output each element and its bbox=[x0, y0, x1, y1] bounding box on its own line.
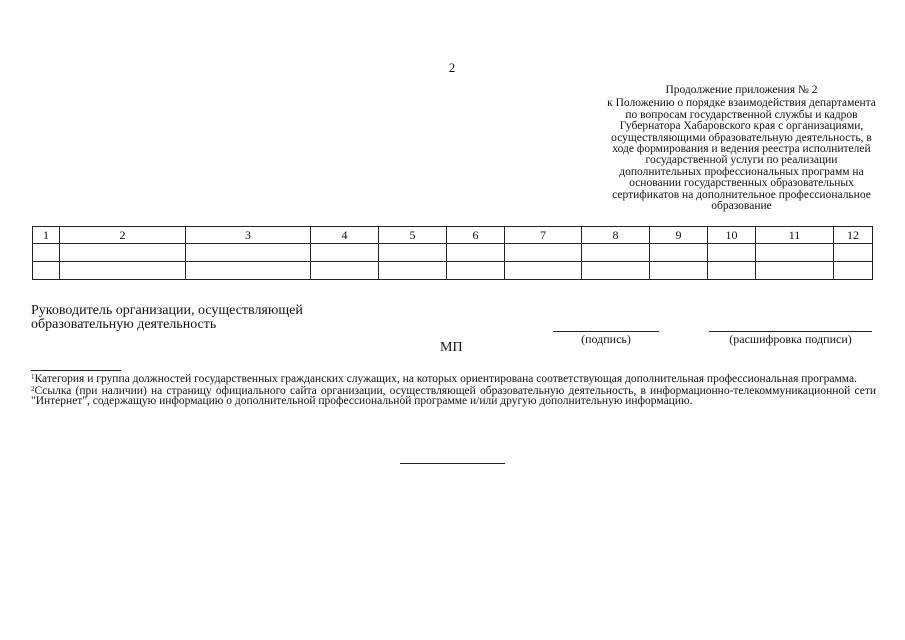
table-cell bbox=[311, 262, 379, 280]
column-header: 12 bbox=[834, 227, 873, 244]
table-row bbox=[33, 244, 873, 262]
column-header: 7 bbox=[505, 227, 582, 244]
footnote-text: Ссылка (при наличии) на страницу официального сайта организации, осуществляющей образовательную деятельность, в информационно-телекоммуникационной сети "Интернет", содержащую информацию о дополнительной профессиональной программе и/или другую дополнительную информацию. bbox=[31, 384, 876, 407]
footnote-divider bbox=[31, 370, 121, 371]
table-cell bbox=[708, 262, 756, 280]
column-header: 10 bbox=[708, 227, 756, 244]
table-cell bbox=[311, 244, 379, 262]
table-cell bbox=[447, 262, 505, 280]
table-cell bbox=[33, 262, 60, 280]
table-cell bbox=[708, 244, 756, 262]
table-cell bbox=[582, 244, 650, 262]
annex-title: Продолжение приложения № 2 bbox=[665, 84, 818, 96]
table-cell bbox=[60, 262, 186, 280]
table-cell bbox=[756, 262, 834, 280]
column-header: 6 bbox=[447, 227, 505, 244]
table-cell bbox=[60, 244, 186, 262]
footnote-text: Категория и группа должностей государственных гражданских служащих, на которых ориентирована соответствующая дополнительная профессиональная программа. bbox=[34, 373, 857, 385]
table-cell bbox=[505, 262, 582, 280]
table-cell bbox=[582, 262, 650, 280]
footnotes bbox=[31, 374, 876, 408]
table-cell bbox=[834, 262, 873, 280]
footnote bbox=[31, 386, 876, 407]
table-cell bbox=[186, 244, 311, 262]
annex-text: к Положению о порядке взаимодействия департамента по вопросам государственной службы и кадров Губернатора Хабаровского края с организациями, осуществляющими образовательную деятельность, в ходе формирования и ведения реестра исполнителей государственной услуги по реализации дополнительных профессиональных программ на основании государственных образовательных сертификатов на дополнительное профессиональное образование bbox=[607, 97, 876, 213]
table-cell bbox=[379, 262, 447, 280]
table-cell bbox=[650, 262, 708, 280]
table-cell bbox=[834, 244, 873, 262]
column-header: 2 bbox=[60, 227, 186, 244]
footnote bbox=[31, 374, 876, 385]
table-cell bbox=[756, 244, 834, 262]
table-row bbox=[33, 262, 873, 280]
table-cell bbox=[650, 244, 708, 262]
table-header-row bbox=[33, 227, 873, 244]
head-of-organization-label bbox=[31, 304, 303, 332]
page-number: 2 bbox=[448, 60, 456, 75]
column-header: 11 bbox=[756, 227, 834, 244]
head-label-line: образовательную деятельность bbox=[31, 317, 217, 332]
signature-caption: (подпись) bbox=[581, 332, 631, 346]
column-header: 5 bbox=[379, 227, 447, 244]
footnote-mark: 2 bbox=[31, 384, 35, 393]
column-header: 3 bbox=[186, 227, 311, 244]
table-cell bbox=[33, 244, 60, 262]
column-header: 4 bbox=[311, 227, 379, 244]
name-caption: (расшифровка подписи) bbox=[729, 332, 852, 346]
stamp-mark: МП bbox=[440, 340, 463, 355]
column-header: 9 bbox=[650, 227, 708, 244]
register-table bbox=[32, 226, 873, 280]
annex-header bbox=[605, 85, 878, 212]
column-header: 1 bbox=[33, 227, 60, 244]
end-divider bbox=[400, 463, 505, 464]
table-cell bbox=[186, 262, 311, 280]
footnote-mark: 1 bbox=[31, 373, 35, 381]
column-header: 8 bbox=[582, 227, 650, 244]
table-cell bbox=[505, 244, 582, 262]
table-cell bbox=[379, 244, 447, 262]
table-cell bbox=[447, 244, 505, 262]
head-label-line: Руководитель организации, осуществляющей bbox=[31, 303, 303, 318]
